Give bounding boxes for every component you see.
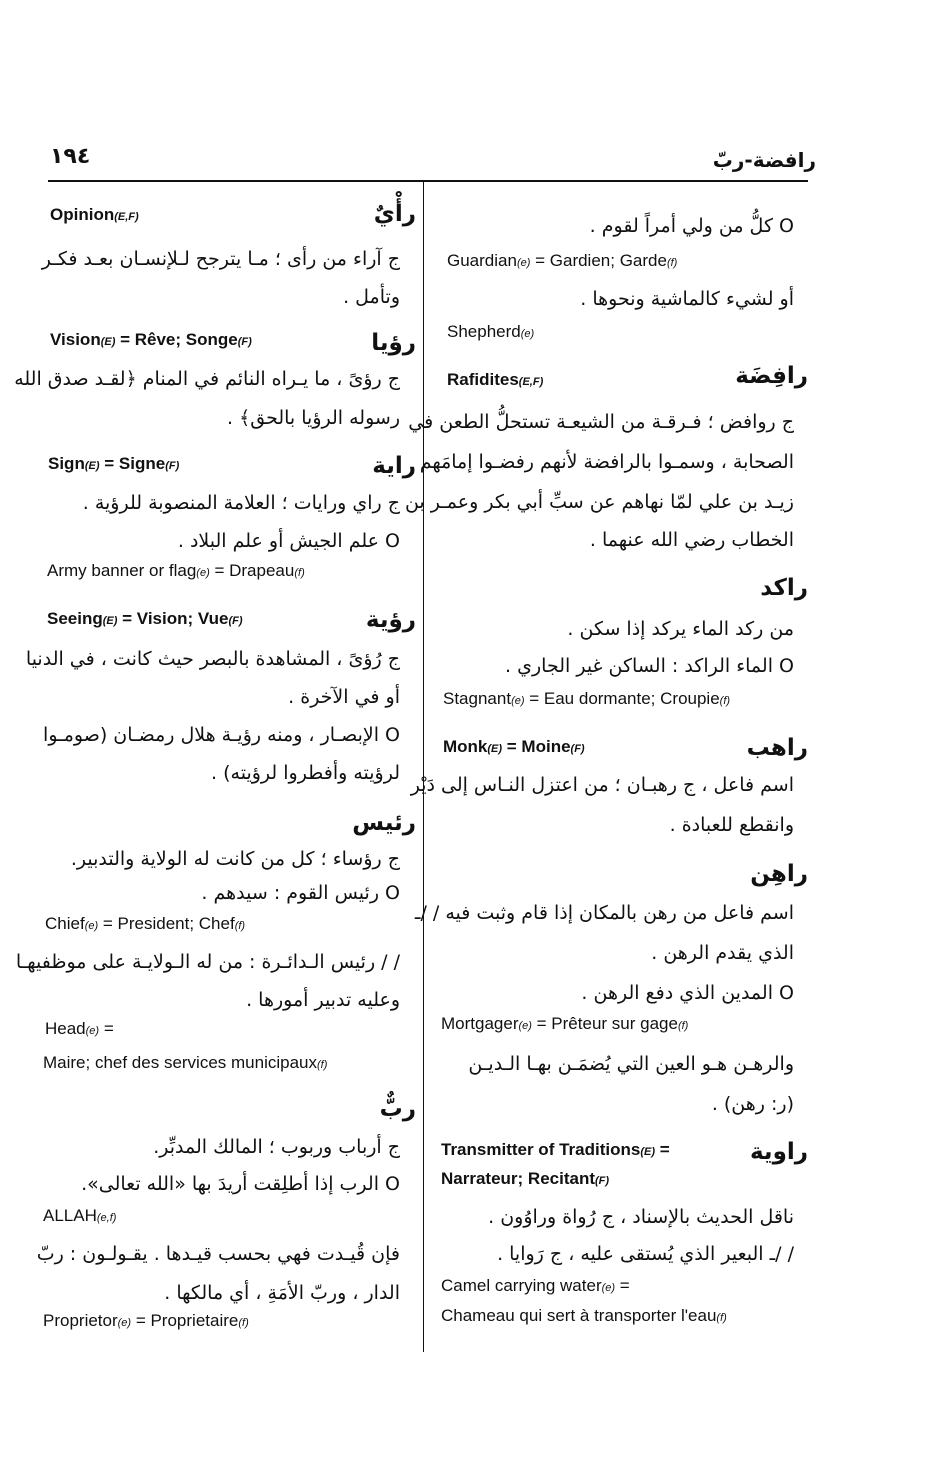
headword-translation: Narrateur; Recitant(F) xyxy=(441,1169,610,1188)
headword: رافِضَة xyxy=(735,363,808,389)
definition-line: O علم الجيش أو علم البلاد . xyxy=(177,530,400,552)
translation-line: Army banner or flag(e) = Drapeau(f) xyxy=(47,561,305,580)
headword-translation: Rafidites(E,F) xyxy=(447,370,544,389)
headword: راهِن xyxy=(750,861,808,887)
definition-line: وعليه تدبير أمورها . xyxy=(246,989,400,1011)
definition-line: ناقل الحديث بالإسناد ، ج رُواة وراوُون . xyxy=(488,1206,794,1228)
headword: راهب xyxy=(746,735,808,761)
definition-line: لرؤيته وأفطروا لرؤيته) . xyxy=(211,762,400,784)
translation-line: Camel carrying water(e) = xyxy=(441,1276,630,1295)
definition-line: أو لشيء كالماشية ونحوها . xyxy=(580,288,794,310)
definition-line: ج روافض ؛ فـرقـة من الشيعـة تستحلُّ الطعن في xyxy=(408,411,794,433)
translation-line: Head(e) = xyxy=(45,1019,114,1038)
definition-line: الخطاب رضي الله عنهما . xyxy=(589,529,794,551)
headword: رأْيٌ xyxy=(373,201,416,227)
definition-line: ج رؤىً ، ما يـراه النائم في المنام ﴿لقـد صدق الله xyxy=(14,368,400,390)
definition-line: ج رؤساء ؛ كل من كانت له الولاية والتدبير. xyxy=(70,848,400,870)
definition-line: اسم فاعل من رهن بالمكان إذا قام وثبت فيه / /ـ xyxy=(414,902,794,924)
definition-line: O المدين الذي دفع الرهن . xyxy=(581,982,794,1004)
definition-line: ج آراء من رأى ؛ مـا يترجح لـلإنسـان بعـد فكـر xyxy=(41,248,400,270)
definition-line: وانقطع للعبادة . xyxy=(669,814,794,836)
definition-line: ج راي ورايات ؛ العلامة المنصوبة للرؤية . xyxy=(82,492,400,514)
page-number: ١٩٤ xyxy=(50,144,91,169)
definition-line: O رئيس القوم : سيدهم . xyxy=(201,882,400,904)
headword: رئيس xyxy=(352,810,416,836)
headword-translation: Sign(E) = Signe(F) xyxy=(48,454,180,473)
definition-line: الدار ، وربّ الأمَةِ ، أي مالكها . xyxy=(164,1282,400,1304)
definition-line: O الرب إذا أطلِقت أريدَ بها «الله تعالى». xyxy=(81,1173,400,1195)
translation-line: Chameau qui sert à transporter l'eau(f) xyxy=(441,1306,727,1325)
headword: ربٌّ xyxy=(379,1096,416,1122)
headword-translation: Transmitter of Traditions(E) = xyxy=(441,1140,670,1159)
headword-translation: Monk(E) = Moine(F) xyxy=(443,737,585,756)
definition-line: والرهـن هـو العين التي يُضمَـن بهـا الـديـن xyxy=(468,1053,794,1075)
headword-translation: Opinion(E,F) xyxy=(50,205,139,224)
translation-line: Proprietor(e) = Proprietaire(f) xyxy=(43,1311,249,1330)
translation-line: ALLAH(e,f) xyxy=(43,1206,117,1225)
headword: رؤيا xyxy=(371,330,416,356)
translation-line: Guardian(e) = Gardien; Garde(f) xyxy=(447,251,678,270)
definition-line: زيـد بن علي لمّا نهاهم عن سبِّ أبي بكر وعمـر بن xyxy=(404,491,794,513)
definition-line: O الإبصـار ، ومنه رؤيـة هلال رمضـان (صومـوا xyxy=(43,724,400,746)
definition-line: (ر: رهن) . xyxy=(711,1093,794,1115)
definition-line: الذي يقدم الرهن . xyxy=(651,942,794,964)
definition-line: ج رُؤىً ، المشاهدة بالبصر حيث كانت ، في الدنيا xyxy=(25,648,400,670)
definition-line: فإن قُيـدت فهي بحسب قيـدها . يقـولـون : ربّ xyxy=(36,1243,400,1265)
definition-line: أو في الآخرة . xyxy=(288,686,400,708)
headword: راية xyxy=(372,453,416,479)
definition-line: من ركد الماء يركد إذا سكن . xyxy=(567,618,794,640)
header-rule xyxy=(48,180,808,182)
definition-line: وتأمل . xyxy=(343,286,400,308)
translation-line: Chief(e) = President; Chef(f) xyxy=(45,914,246,933)
definition-line: رسوله الرؤيا بالحق﴾ . xyxy=(227,407,400,429)
column-divider xyxy=(423,182,424,1352)
running-title: رافضة-ربّ xyxy=(712,148,816,172)
definition-line: / / رئيس الـدائـرة : من له الـولايـة على موظفيهـا xyxy=(15,951,400,973)
headword-translation: Vision(E) = Rêve; Songe(F) xyxy=(50,330,252,349)
translation-line: Shepherd(e) xyxy=(447,322,535,341)
definition-line: اسم فاعل ، ج رهبـان ؛ من اعتزل النـاس إلى دَيْر xyxy=(410,774,794,796)
headword: راوية xyxy=(749,1139,808,1165)
definition-line: O كلُّ من ولي أمراً لقوم . xyxy=(589,215,794,237)
translation-line: Stagnant(e) = Eau dormante; Croupie(f) xyxy=(443,689,731,708)
definition-line: الصحابة ، وسمـوا بالرافضة لأنهم رفضـوا إمامَهم xyxy=(419,451,794,473)
headword-translation: Seeing(E) = Vision; Vue(F) xyxy=(47,609,243,628)
definition-line: ج أرباب وربوب ؛ المالك المدبِّر. xyxy=(153,1136,400,1158)
headword: راكد xyxy=(760,575,808,601)
definition-line: O الماء الراكد : الساكن غير الجاري . xyxy=(505,655,794,677)
headword: رؤية xyxy=(365,607,416,633)
definition-line: / /ـ البعير الذي يُستقى عليه ، ج رَوايا . xyxy=(497,1243,794,1265)
translation-line: Maire; chef des services municipaux(f) xyxy=(43,1053,328,1072)
translation-line: Mortgager(e) = Prêteur sur gage(f) xyxy=(441,1014,689,1033)
